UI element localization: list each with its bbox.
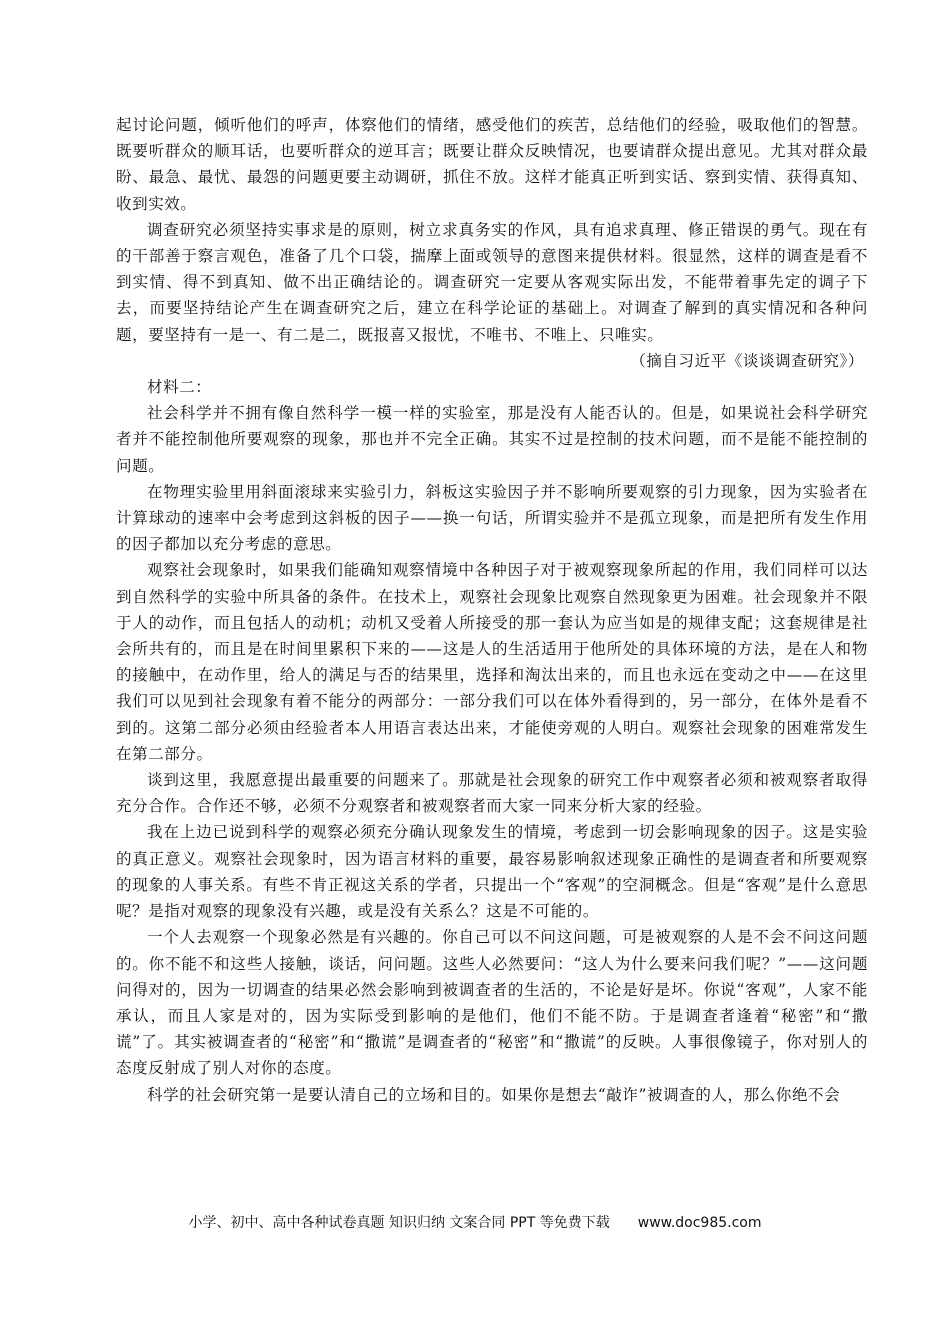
paragraph-9: 科学的社会研究第一是要认清自己的立场和目的。如果你是想去“敲诈”被调查的人，那么你绝不会 (147, 1085, 841, 1104)
paragraph-5: 观察社会现象时，如果我们能确知观察情境中各种因子对于被观察现象所起的作用，我们同样可以达到自然科学的实验中所具备的条件。在技术上，观察社会现象比观察自然现象更为困难。社会现象并不限于人的动作，而且包括人的动机；动机又受着人所接受的那一套认为应当如是的规律支配；这套规律是社会所共有的，而且是在时间里累积下来的——这是人的生活适用于他所处的具体环境的方法，是在人和物的接触中，在动作里，给人的满足与否的结果里，选择和淘汰出来的，而且也永远在变动之中——在这里我们可以见到社会现象有着不能分的两部分：一部分我们可以在体外看得到的，另一部分，在体外是看不到的。这第二部分必须由经验者本人用语言表达出来，才能使旁观的人明白。观察社会现象的困难常发生在第二部分。 (116, 561, 868, 763)
material-two-label: 材料二： (147, 378, 212, 397)
paragraph-6: 谈到这里，我愿意提出最重要的问题来了。那就是社会现象的研究工作中观察者必须和被观察者取得充分合作。合作还不够，必须不分观察者和被观察者而大家一同来分析大家的经验。 (116, 771, 868, 816)
footer-url-link[interactable]: www.doc985.com (637, 1215, 762, 1231)
paragraph-2: 调查研究必须坚持实事求是的原则，树立求真务实的作风，具有追求真理、修正错误的勇气。现在有的干部善于察言观色，准备了几个口袋，揣摩上面或领导的意图来提供材料。很显然，这样的调查是看不到实情、得不到真知、做不出正确结论的。调查研究一定要从客观实际出发，不能带着事先定的调子下去，而要坚持结论产生在调查研究之后，建立在科学论证的基础上。对调查了解到的真实情况和各种问题，要坚持有一是一、有二是二，既报喜又报忧，不唯书、不唯上、只唯实。 (116, 220, 868, 344)
paragraph-7: 我在上边已说到科学的观察必须充分确认现象发生的情境，考虑到一切会影响现象的因子。这是实验的真正意义。观察社会现象时，因为语言材料的重要，最容易影响叙述现象正确性的是调查者和所要观察的现象的人事关系。有些不肯正视这关系的学者，只提出一个“客观”的空洞概念。但是“客观”是什么意思呢？是指对观察的现象没有兴趣，或是没有关系么？这是不可能的。 (116, 823, 868, 921)
paragraph-1: 起讨论问题，倾听他们的呼声，体察他们的情绪，感受他们的疾苦，总结他们的经验，吸取他们的智慧。既要听群众的顺耳话，也要听群众的逆耳言；既要让群众反映情况，也要请群众提出意见。尤其对群众最盼、最急、最忧、最怨的问题更要主动调研，抓住不放。这样才能真正听到实话、察到实情、获得真知、收到实效。 (116, 116, 868, 213)
source-citation: （摘自习近平《谈谈调查研究》） (630, 351, 864, 370)
page-footer (0, 1212, 950, 1232)
article-body (116, 112, 868, 1108)
paragraph-3: 社会科学并不拥有像自然科学一模一样的实验室，那是没有人能否认的。但是，如果说社会科学研究者并不能控制他所要观察的现象，那也并不完全正确。其实不过是控制的技术问题，而不是能不能控制的问题。 (116, 404, 868, 475)
paragraph-8: 一个人去观察一个现象必然是有兴趣的。你自己可以不问这问题，可是被观察的人是不会不问这问题的。你不能不和这些人接触，谈话，问问题。这些人必然要问：“这人为什么要来问我们呢？”——这问题问得对的，因为一切调查的结果必然会影响到被调查者的生活的，不论是好是坏。你说“客观”，人家不能承认，而且人家是对的，因为实际受到影响的是他们，他们不能不防。于是调查者逢着“秘密”和“撒谎”了。其实被调查者的“秘密”和“撒谎”是调查者的“秘密”和“撒谎”的反映。人事很像镜子，你对别人的态度反射成了别人对你的态度。 (116, 928, 868, 1078)
paragraph-4: 在物理实验里用斜面滚球来实验引力，斜板这实验因子并不影响所要观察的引力现象，因为实验者在计算球动的速率中会考虑到这斜板的因子——换一句话，所谓实验并不是孤立现象，而是把所有发生作用的因子都加以充分考虑的意思。 (116, 482, 868, 554)
footer-text: 小学、初中、高中各种试卷真题 知识归纳 文案合同 PPT 等免费下载 (188, 1215, 610, 1231)
